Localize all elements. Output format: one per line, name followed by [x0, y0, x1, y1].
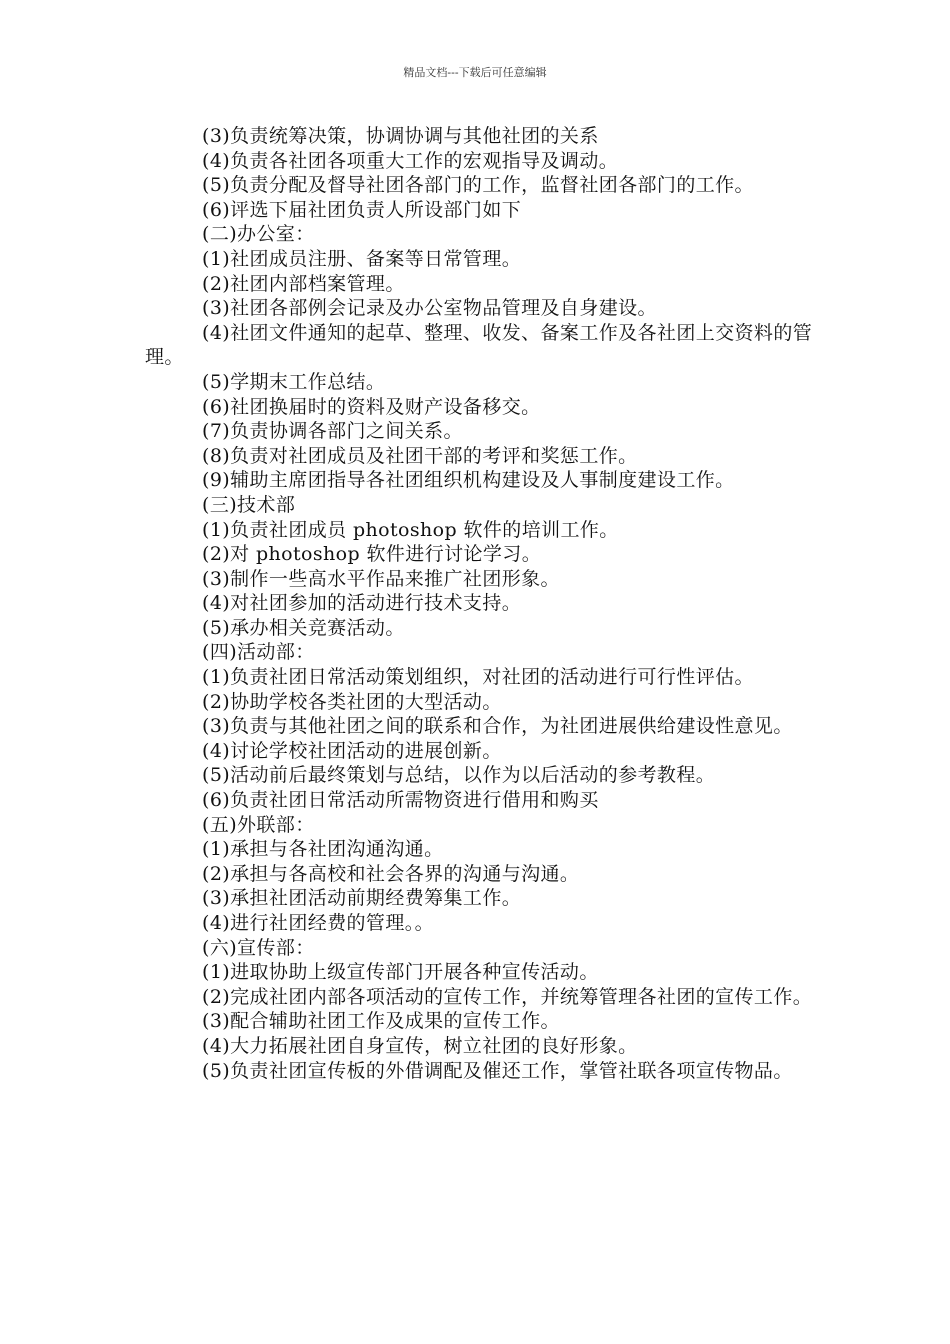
paragraph: (5)学期末工作总结。 — [202, 370, 386, 393]
paragraph: (5)负责分配及督导社团各部门的工作，监督社团各部门的工作。 — [202, 174, 754, 197]
paragraph: (8)负责对社团成员及社团干部的考评和奖惩工作。 — [202, 444, 638, 467]
page-header: 精品文档---下载后可任意编辑 — [403, 66, 547, 79]
paragraph: (5)活动前后最终策划与总结，以作为以后活动的参考教程。 — [202, 764, 716, 787]
paragraph: (5)负责社团宣传板的外借调配及催还工作，掌管社联各项宣传物品。 — [202, 1059, 793, 1082]
paragraph: (4)讨论学校社团活动的进展创新。 — [202, 739, 502, 762]
paragraph: (1)社团成员注册、备案等日常管理。 — [202, 247, 522, 270]
paragraph: (6)社团换届时的资料及财产设备移交。 — [202, 395, 541, 418]
paragraph: (5)承办相关竞赛活动。 — [202, 616, 405, 639]
paragraph: (4)进行社团经费的管理。。 — [202, 912, 435, 934]
paragraph: (3)承担社团活动前期经费筹集工作。 — [202, 887, 522, 910]
paragraph: (4)负责各社团各项重大工作的宏观指导及调动。 — [202, 149, 619, 172]
paragraph: (1)进取协助上级宣传部门开展各种宣传活动。 — [202, 961, 599, 984]
paragraph: (3)制作一些高水平作品来推广社团形象。 — [202, 567, 560, 590]
section-heading: (五)外联部： — [202, 813, 315, 836]
paragraph: (7)负责协调各部门之间关系。 — [202, 420, 463, 443]
paragraph: (2)对 photoshop 软件进行讨论学习。 — [202, 543, 542, 566]
section-heading: (四)活动部： — [202, 641, 315, 664]
paragraph: (1)承担与各社团沟通沟通。 — [202, 838, 444, 861]
paragraph: (9)辅助主席团指导各社团组织机构建设及人事制度建设工作。 — [202, 469, 735, 492]
paragraph: (6)负责社团日常活动所需物资进行借用和购买 — [202, 789, 599, 812]
paragraph: (1)负责社团成员 photoshop 软件的培训工作。 — [202, 518, 619, 541]
section-heading: (二)办公室： — [202, 223, 315, 246]
paragraph: (3)负责与其他社团之间的联系和合作，为社团进展供给建设性意见。 — [202, 715, 793, 738]
paragraph: (1)负责社团日常活动策划组织，对社团的活动进行可行性评估。 — [202, 666, 754, 689]
section-heading: (六)宣传部： — [202, 936, 315, 959]
paragraph: (2)社团内部档案管理。 — [202, 272, 405, 295]
paragraph: (4)大力拓展社团自身宣传，树立社团的良好形象。 — [202, 1034, 638, 1057]
paragraph: (2)协助学校各类社团的大型活动。 — [202, 690, 502, 713]
paragraph: (2)完成社团内部各项活动的宣传工作，并统筹管理各社团的宣传工作。 — [202, 985, 813, 1008]
paragraph: (6)评选下届社团负责人所设部门如下 — [202, 198, 522, 221]
paragraph: (4)社团文件通知的起草、整理、收发、备案工作及各社团上交资料的管理。 — [145, 321, 813, 369]
paragraph: (3)社团各部例会记录及办公室物品管理及自身建设。 — [202, 297, 657, 320]
paragraph: (4)对社团参加的活动进行技术支持。 — [202, 592, 522, 615]
paragraph: (3)配合辅助社团工作及成果的宣传工作。 — [202, 1010, 560, 1033]
paragraph: (2)承担与各高校和社会各界的沟通与沟通。 — [202, 862, 580, 885]
section-heading: (三)技术部 — [202, 493, 296, 516]
document-body — [145, 124, 813, 1083]
paragraph: (3)负责统筹决策，协调协调与其他社团的关系 — [202, 125, 599, 147]
